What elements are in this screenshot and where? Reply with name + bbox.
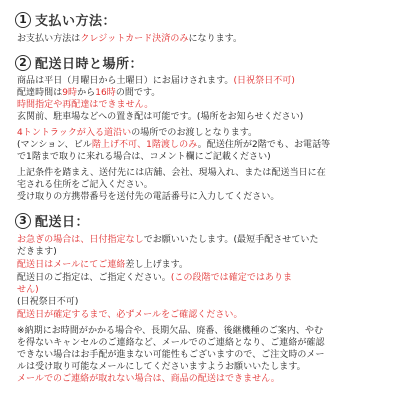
s3-line-4	[17, 273, 292, 284]
section-3-title: 配送日：	[35, 215, 90, 230]
s2-l2-b: 9時	[62, 88, 78, 98]
s3-line-11: ルは受け取り可能なメールにしてくださいますようお願いいたします。	[17, 362, 306, 372]
s3-l1-b: でお願いいたします。(最短手配させていた	[143, 235, 319, 245]
section-2-title: 配送日時と場所：	[35, 57, 144, 72]
s2-l6-b: 階上げ不可、1階渡しのみ	[91, 140, 198, 150]
s2-line-8: 上記条件を踏まえ、送付先には店舗、会社、現場入れ、または配送当日に在	[17, 168, 326, 178]
s3-line-9: を得ないキャンセルのご連絡など、メールでのご連絡となり、ご連絡が確認	[17, 338, 325, 348]
s3-l1-a: お急ぎの場合は、日付指定なし	[17, 235, 144, 245]
s1-l1-b: クレジットカード決済のみ	[80, 34, 189, 44]
s3-line-12: メールでのご連絡が取れない場合は、商品の配送はできません。	[17, 374, 280, 384]
s3-l5-a: せん)	[17, 285, 39, 295]
s3-line-2: だきます)	[17, 247, 57, 257]
s2-line-5	[17, 128, 257, 139]
section-number-2: 2	[15, 55, 31, 71]
s3-line-10: できない場合はお手配が進まない可能性もございますので、ご注文時のメー	[17, 350, 325, 360]
s3-l4-a: 配送日のご指定は、ご指定ください。	[17, 273, 171, 283]
s1-l1-a: お支払い方法は	[17, 34, 81, 44]
s2-line-6	[17, 140, 330, 151]
s2-l6-a: (マンション、ビル	[17, 140, 92, 150]
s1-l1-c: になります。	[188, 34, 243, 44]
s3-line-6: (日祝祭日不可)	[17, 297, 79, 307]
s3-line-1	[17, 235, 319, 246]
s2-l2-a: 配達時間は	[17, 88, 63, 98]
s3-l3-a: 配送日はメールにてご連絡	[17, 260, 126, 270]
s2-l2-d: 16時	[95, 88, 116, 98]
s2-line-3: 時間指定や再配達はできません。	[17, 100, 154, 110]
s2-line-7: で1階まで取りに来れる場合は、コメント欄にご記載ください)	[17, 152, 271, 162]
s2-l5-a: 4トントラックが入る道沿い	[17, 128, 132, 138]
section-1-title: 支払い方法：	[35, 14, 117, 29]
s2-line-9: 宅される住所をご記入ください。	[17, 180, 153, 190]
s3-l4-b: (この段階では確定ではありま	[170, 273, 293, 283]
s2-l5-b: の場所でのお渡しとなります。	[131, 128, 258, 138]
s2-l1-b: (日祝祭日不可)	[233, 76, 295, 86]
s1-line-1	[17, 34, 242, 45]
section-3-heading	[15, 211, 89, 230]
s3-line-5	[17, 285, 39, 296]
s2-line-4: 玄関前、駐車場などへの置き配は可能です。(場所をお知らせください)	[17, 112, 304, 122]
s2-line-2	[17, 88, 160, 99]
section-number-1: 1	[15, 12, 31, 28]
s3-line-3	[17, 260, 188, 271]
s2-line-1	[17, 76, 295, 87]
section-number-3: 3	[15, 213, 31, 229]
s2-l6-c: 。配送住所が2階でも、お電話等	[197, 140, 331, 150]
s2-line-10: 受け取りの方携帯番号を送付先の電話番号に入力してください。	[17, 192, 280, 202]
s2-l2-c: から	[77, 88, 96, 98]
s3-l3-b: 差し上げます。	[125, 260, 189, 270]
s2-l1-a: 商品は平日（月曜日から土曜日）にお届けされます。	[17, 76, 234, 86]
s2-l2-e: の間です。	[115, 88, 161, 98]
section-1-heading	[15, 10, 116, 29]
s3-line-7: 配送日が確定するまで、必ずメールをご確認ください。	[17, 310, 243, 320]
section-2-heading	[15, 53, 143, 72]
s3-line-8: ※納期にお時間がかかる場合や、長期欠品、廃番、後継機種のご案内、やむ	[17, 326, 324, 336]
